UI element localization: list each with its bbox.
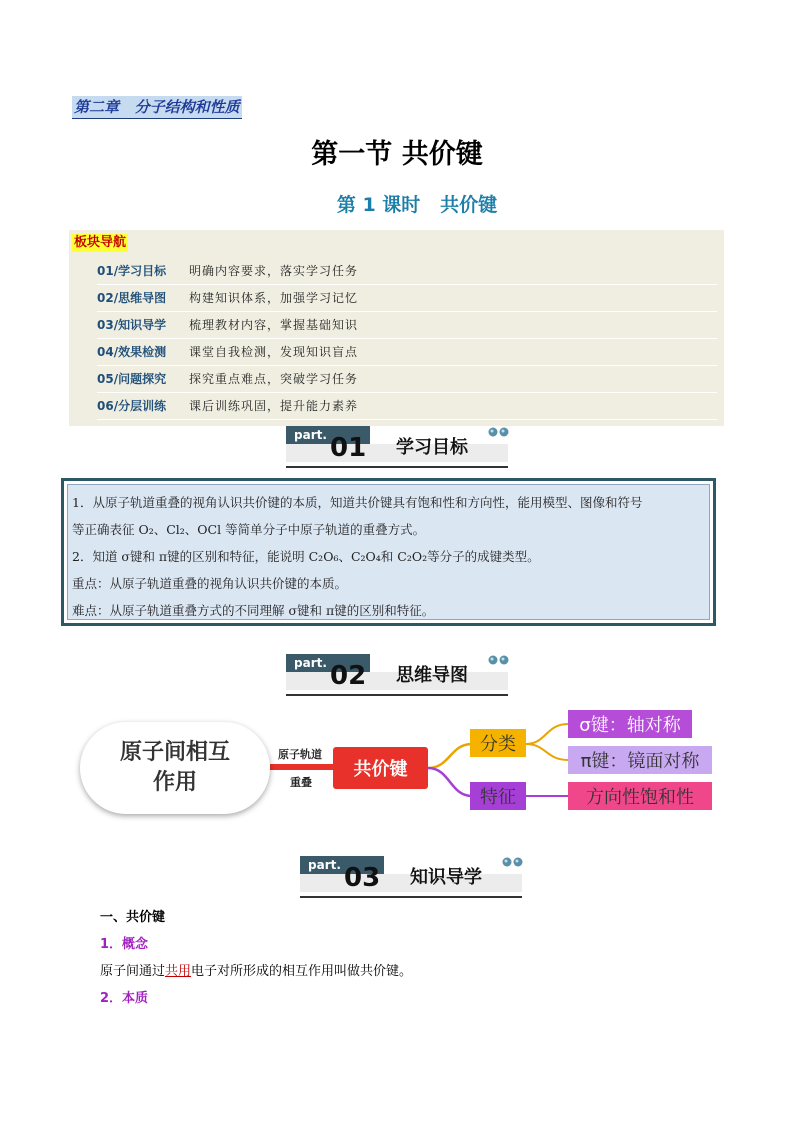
part-name: 学习目标 xyxy=(396,437,468,458)
nav-item-code: 01/学习目标 xyxy=(97,264,167,278)
droplets-icon xyxy=(502,856,524,868)
nav-item xyxy=(97,339,717,366)
module-navigation xyxy=(69,230,724,426)
classify-connector xyxy=(428,744,472,768)
guide-subheading-concept: 1．概念 xyxy=(100,937,149,952)
goal-line: 重点：从原子轨道重叠的视角认识共价键的本质。 xyxy=(72,576,348,591)
concept-text-pre: 原子间通过 xyxy=(100,964,166,979)
nav-item xyxy=(97,393,717,420)
part-tag: part. xyxy=(300,856,384,874)
nav-item-code: 03/知识导学 xyxy=(97,318,167,332)
nav-item xyxy=(97,285,717,312)
goal-line: 等正确表征 O₂、Cl₂、OCl 等简单分子中原子轨道的重叠方式。 xyxy=(72,522,426,537)
sigma-connector xyxy=(526,724,568,744)
guide-concept-text xyxy=(100,962,412,982)
part-header-02 xyxy=(286,654,508,696)
goal-line: 难点：从原子轨道重叠方式的不同理解 σ键和 π键的区别和特征。 xyxy=(72,603,435,618)
mindmap-branch-classify: 分类 xyxy=(470,729,526,757)
root-connector xyxy=(270,764,336,770)
mindmap-center: 共价键 xyxy=(333,747,428,789)
nav-item xyxy=(97,366,717,393)
nav-item-code: 06/分层训练 xyxy=(97,399,167,413)
goal-line: 1．从原子轨道重叠的视角认识共价键的本质，知道共价键具有饱和性和方向性，能用模型、图像和符号 xyxy=(72,495,643,510)
guide-subheading-essence: 2．本质 xyxy=(100,991,149,1006)
mindmap-root-line: 作用 xyxy=(152,770,197,795)
learning-goals-box xyxy=(61,478,716,626)
mindmap-leaf-pi: π键：镜面对称 xyxy=(568,746,712,774)
part-number: 02 xyxy=(330,661,367,691)
part-number: 01 xyxy=(330,433,367,463)
learning-goals-content xyxy=(67,484,710,620)
nav-item-desc: 梳理教材内容，掌握基础知识 xyxy=(189,318,359,332)
concept-keyword: 共用 xyxy=(165,964,192,979)
mindmap-branch-feature: 特征 xyxy=(470,782,526,810)
mindmap-leaf-sigma: σ键：轴对称 xyxy=(568,710,692,738)
mindmap-link-label: 重叠 xyxy=(290,776,312,789)
part-name: 知识导学 xyxy=(410,867,482,888)
part-underline xyxy=(286,466,508,468)
section-title: 第一节 共价键 xyxy=(311,139,483,170)
part-header-03 xyxy=(300,856,522,898)
part-tag: part. xyxy=(286,426,370,444)
nav-item-desc: 课后训练巩固，提升能力素养 xyxy=(189,399,359,413)
nav-item-code: 05/问题探究 xyxy=(97,372,167,386)
mindmap-link-label: 原子轨道 xyxy=(278,748,322,761)
nav-heading: 板块导航 xyxy=(74,235,127,250)
pi-connector xyxy=(526,744,568,760)
guide-heading: 一、共价键 xyxy=(100,910,166,925)
mindmap-leaf-feature: 方向性饱和性 xyxy=(568,782,712,810)
nav-item-desc: 构建知识体系，加强学习记忆 xyxy=(189,291,359,305)
nav-item xyxy=(97,258,717,285)
part-number: 03 xyxy=(344,863,381,893)
part-name: 思维导图 xyxy=(396,665,468,686)
concept-text-post: 电子对所形成的相互作用叫做共价键。 xyxy=(191,964,413,979)
part-tag: part. xyxy=(286,654,370,672)
lesson-title: 第 1 课时 共价键 xyxy=(336,194,498,216)
mindmap-root-line: 原子间相互 xyxy=(119,740,230,765)
droplets-icon xyxy=(488,654,510,666)
mindmap-root xyxy=(80,722,270,814)
part-header-01 xyxy=(286,426,508,468)
part-underline xyxy=(300,896,522,898)
nav-item-desc: 探究重点难点，突破学习任务 xyxy=(189,372,359,386)
droplets-icon xyxy=(488,426,510,438)
part-underline xyxy=(286,694,508,696)
chapter-label: 第二章 分子结构和性质 xyxy=(72,96,242,119)
nav-item-desc: 课堂自我检测，发现知识盲点 xyxy=(189,345,359,359)
nav-item-desc: 明确内容要求，落实学习任务 xyxy=(189,264,359,278)
nav-item xyxy=(97,312,717,339)
nav-item-code: 02/思维导图 xyxy=(97,291,167,305)
goal-line: 2．知道 σ键和 π键的区别和特征，能说明 C₂O₆、C₂O₄和 C₂O₂等分子的成键类型。 xyxy=(72,549,540,564)
feature-connector xyxy=(428,768,472,796)
nav-item-code: 04/效果检测 xyxy=(97,345,167,359)
